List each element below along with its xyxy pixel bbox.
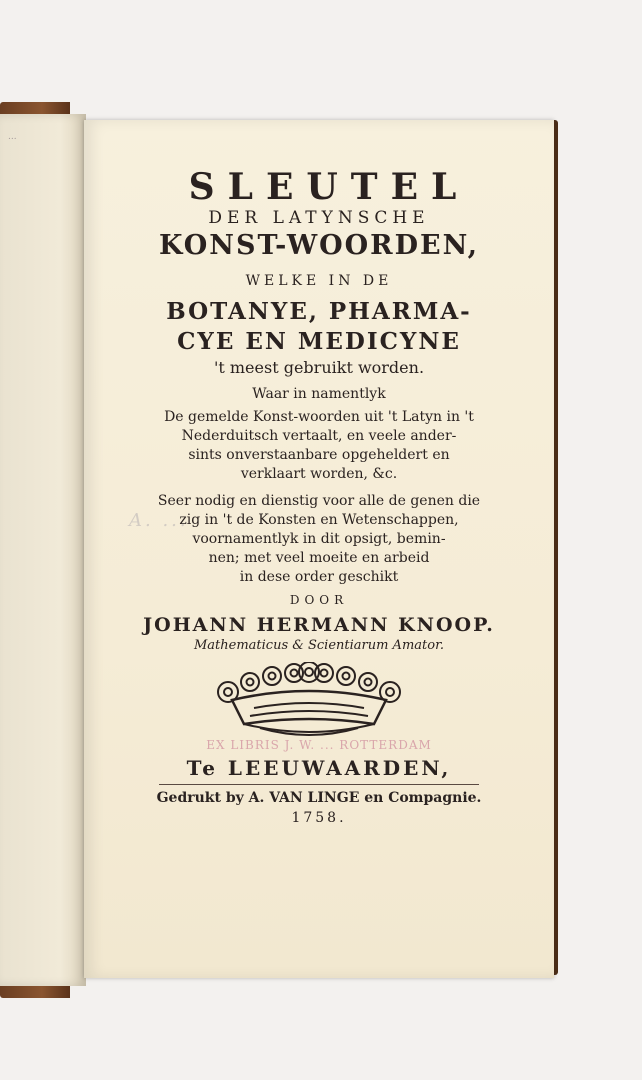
crown-ornament-icon <box>214 662 404 742</box>
paragraph-line: zig in 't de Konsten en Wetenschappen, <box>179 512 459 528</box>
subtitle-waar: Waar in namentlyk <box>252 386 386 402</box>
paragraph-line: verklaart worden, &c. <box>240 466 398 482</box>
paragraph-line: nen; met veel moeite en arbeid <box>208 550 430 566</box>
horizontal-rule <box>159 784 479 785</box>
paragraph-line: in dese order geschikt <box>239 569 399 585</box>
paragraph-line: sints onverstaanbare opgeheldert en <box>188 447 450 463</box>
corner-mark: ... <box>8 132 17 142</box>
printer-line: Gedrukt by A. VAN LINGE en Compagnie. <box>156 790 482 806</box>
title-line-botanye: BOTANYE, PHARMA- <box>166 298 472 325</box>
title-line-welke: WELKE IN DE <box>245 273 393 289</box>
title-page <box>84 120 554 978</box>
title-line-konst-woorden: KONST-WOORDEN, <box>159 230 479 261</box>
paragraph-line: De gemelde Konst-woorden uit 't Latyn in 't <box>164 409 474 425</box>
paragraph-line: voornamentlyk in dit opsigt, bemin- <box>192 531 446 547</box>
place-of-publication: Te LEEUWAARDEN, <box>186 756 452 780</box>
faded-stamp: A. ... <box>129 510 189 531</box>
author-name: JOHANN HERMANN KNOOP. <box>143 614 495 636</box>
book <box>0 100 560 1000</box>
ex-libris-stamp: EX LIBRIS J. W. ... ROTTERDAM <box>206 738 432 752</box>
author-subtitle: Mathematicus & Scientiarum Amator. <box>194 638 444 653</box>
title-line-medicyne: CYE EN MEDICYNE <box>177 328 461 355</box>
title-sleutel: SLEUTEL <box>188 166 470 208</box>
title-line-meest: 't meest gebruikt worden. <box>213 358 425 377</box>
publication-year: 1758. <box>291 810 347 826</box>
paragraph-line: Nederduitsch vertaalt, en veele ander- <box>181 428 457 444</box>
left-page <box>0 114 86 986</box>
title-line-der-latynsche: DER LATYNSCHE <box>208 208 430 228</box>
paragraph-line: Seer nodig en dienstig voor alle de genen die <box>157 493 481 509</box>
door-label: DOOR <box>289 593 349 607</box>
